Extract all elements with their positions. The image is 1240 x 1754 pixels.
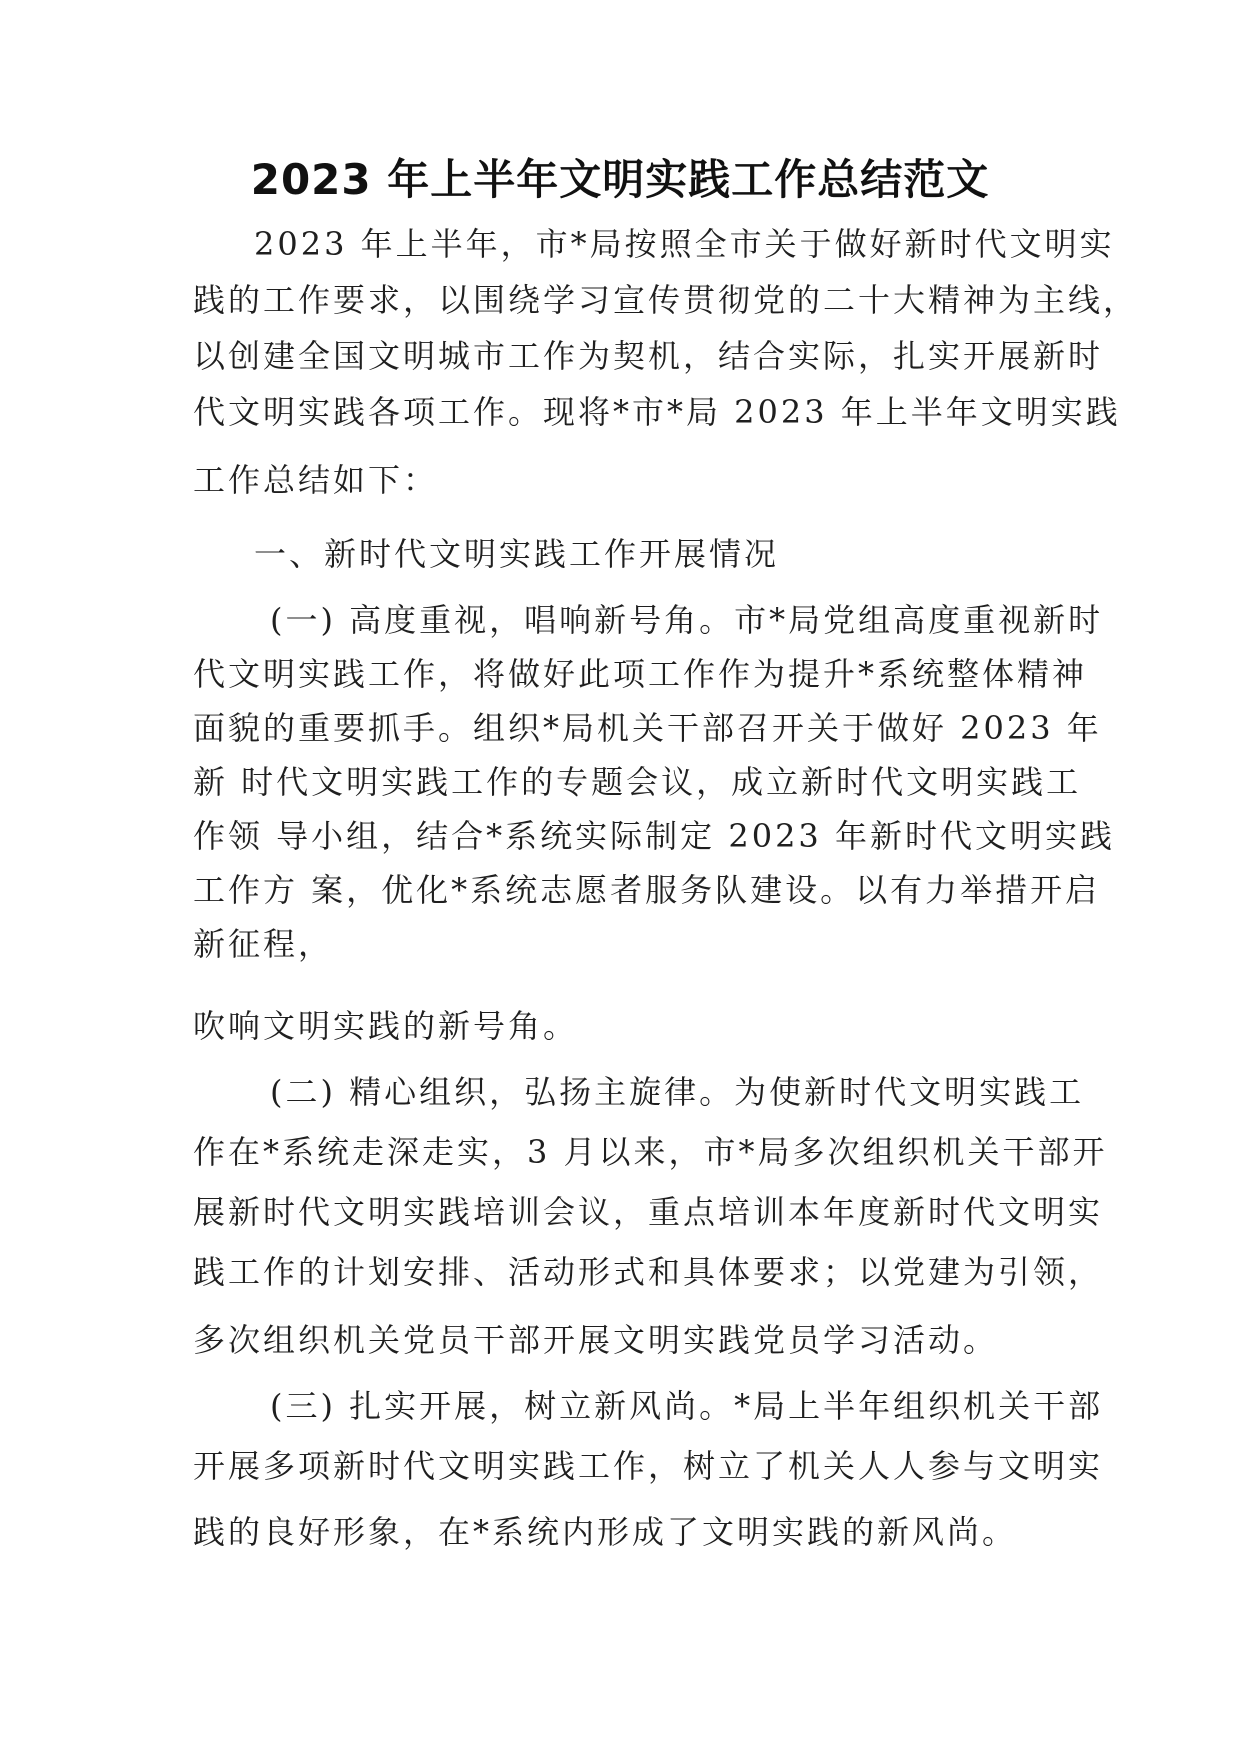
- paragraph-line: 新征程，: [193, 925, 334, 963]
- paragraph-line: 展新时代文明实践培训会议，重点培训本年度新时代文明实: [193, 1193, 1104, 1231]
- paragraph-line: (三) 扎实开展，树立新风尚。*局上半年组织机关干部: [270, 1387, 1104, 1425]
- section-heading: 一、新时代文明实践工作开展情况: [254, 535, 780, 573]
- paragraph-line: 作领 导小组，结合*系统实际制定 2023 年新时代文明实践: [193, 817, 1115, 855]
- paragraph-line: 践的工作要求，以围绕学习宣传贯彻党的二十大精神为主线，: [193, 281, 1139, 319]
- paragraph-line: 践的良好形象，在*系统内形成了文明实践的新风尚。: [193, 1513, 1018, 1551]
- paragraph-line: 工作方 案，优化*系统志愿者服务队建设。以有力举措开启: [193, 871, 1101, 909]
- paragraph-line: 工作总结如下：: [193, 461, 439, 499]
- paragraph-line: 吹响文明实践的新号角。: [193, 1007, 579, 1045]
- paragraph-line: 以创建全国文明城市工作为契机，结合实际，扎实开展新时: [193, 337, 1104, 375]
- paragraph-line: 新 时代文明实践工作的专题会议，成立新时代文明实践工: [193, 763, 1082, 801]
- paragraph-line: 2023 年上半年，市*局按照全市关于做好新时代文明实: [254, 225, 1115, 263]
- paragraph-line: 多次组织机关党员干部开展文明实践党员学习活动。: [193, 1321, 999, 1359]
- paragraph-line: 代文明实践工作，将做好此项工作作为提升*系统整体精神: [193, 655, 1088, 693]
- paragraph-line: 代文明实践各项工作。现将*市*局 2023 年上半年文明实践: [193, 393, 1121, 431]
- paragraph-line: 面貌的重要抓手。组织*局机关干部召开关于做好 2023 年: [193, 709, 1102, 747]
- paragraph-line: 开展多项新时代文明实践工作，树立了机关人人参与文明实: [193, 1447, 1104, 1485]
- paragraph-line: (二) 精心组织，弘扬主旋律。为使新时代文明实践工: [270, 1073, 1085, 1111]
- paragraph-line: 践工作的计划安排、活动形式和具体要求；以党建为引领，: [193, 1253, 1104, 1291]
- document-title: 2023 年上半年文明实践工作总结范文: [250, 155, 990, 204]
- paragraph-line: 作在*系统走深走实，3 月以来，市*局多次组织机关干部开: [193, 1133, 1108, 1171]
- paragraph-line: (一) 高度重视，唱响新号角。市*局党组高度重视新时: [270, 601, 1104, 639]
